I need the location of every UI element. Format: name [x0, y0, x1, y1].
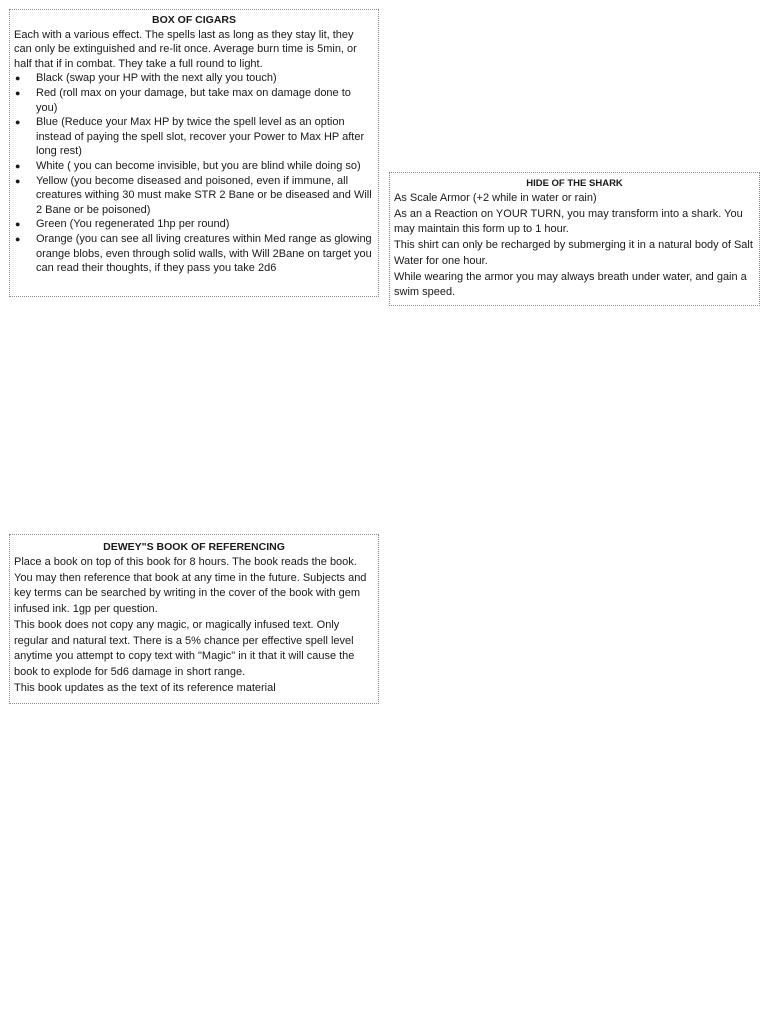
card-body — [394, 191, 755, 301]
card-deweys-book — [9, 534, 379, 704]
card-box-of-cigars — [9, 9, 379, 297]
list-item — [14, 174, 374, 218]
list-item-text: Orange (you can see all living creatures within Med range as glowing orange blobs, even through solid walls, with Will 2Bane on target you can read their thoughts, if they pass you take 2d6 — [36, 232, 372, 275]
bullet-icon: ● — [15, 233, 21, 244]
list-item-text: Green (You regenerated 1hp per round) — [36, 218, 230, 231]
card-body — [14, 555, 374, 696]
bullet-icon: ● — [15, 87, 21, 98]
list-item-text: Yellow (you become diseased and poisoned, even if immune, all creatures withing 30 must make STR 2 Bane or be diseased and Will 2 Bane or be poisoned) — [36, 174, 372, 216]
cigar-list — [14, 71, 374, 275]
bullet-icon: ● — [15, 117, 21, 128]
card-paragraph: This book updates as the text of its reference material — [14, 681, 276, 694]
bullet-icon: ● — [15, 175, 21, 186]
card-paragraph: Place a book on top of this book for 8 hours. The book reads the book. You may then reference that book at any time in the future. Subjects and key terms can be searched by writing in the cover of the book with gem infused ink. 1gp per question. — [14, 556, 367, 616]
card-title: BOX OF CIGARS — [151, 14, 236, 26]
card-hide-of-the-shark — [389, 172, 760, 306]
card-paragraph: As Scale Armor (+2 while in water or rain) — [394, 192, 597, 204]
list-item — [14, 71, 374, 86]
card-title: DEWEY"S BOOK OF REFERENCING — [103, 541, 285, 553]
list-item — [14, 232, 374, 276]
list-item-text: Blue (Reduce your Max HP by twice the spell level as an option instead of paying the spell slot, recover your Power to Max HP after long rest) — [36, 116, 365, 158]
list-item — [14, 86, 374, 115]
list-item-text: White ( you can become invisible, but you are blind while doing so) — [36, 159, 361, 172]
card-paragraph: While wearing the armor you may always breath under water, and gain a swim speed. — [394, 270, 747, 299]
bullet-icon: ● — [15, 219, 21, 230]
bullet-icon: ● — [15, 160, 21, 171]
list-item-text: Red (roll max on your damage, but take max on damage done to you) — [36, 86, 351, 114]
card-intro: Each with a various effect. The spells last as long as they stay lit, they can only be extinguished and re-lit once. Average burn time is 5min, or half that if in combat. They take a full round to light. — [14, 28, 357, 70]
list-item — [14, 159, 374, 174]
bullet-icon: ● — [15, 73, 21, 84]
list-item — [14, 115, 374, 159]
card-paragraph: This shirt can only be recharged by submerging it in a natural body of Salt Water for one hour. — [394, 239, 753, 267]
card-body — [14, 28, 374, 276]
list-item — [14, 217, 374, 232]
card-title: HIDE OF THE SHARK — [526, 178, 623, 189]
card-paragraph: This book does not copy any magic, or magically infused text. Only regular and natural text. There is a 5% chance per effective spell level anytime you attempt to copy text with "Magic" in it that it will cause the book to explode for 5d6 damage in short range. — [14, 618, 355, 678]
list-item-text: Black (swap your HP with the next ally you touch) — [36, 72, 277, 85]
card-paragraph: As an a Reaction on YOUR TURN, you may transform into a shark. You may maintain this form up to 1 hour. — [394, 207, 743, 236]
